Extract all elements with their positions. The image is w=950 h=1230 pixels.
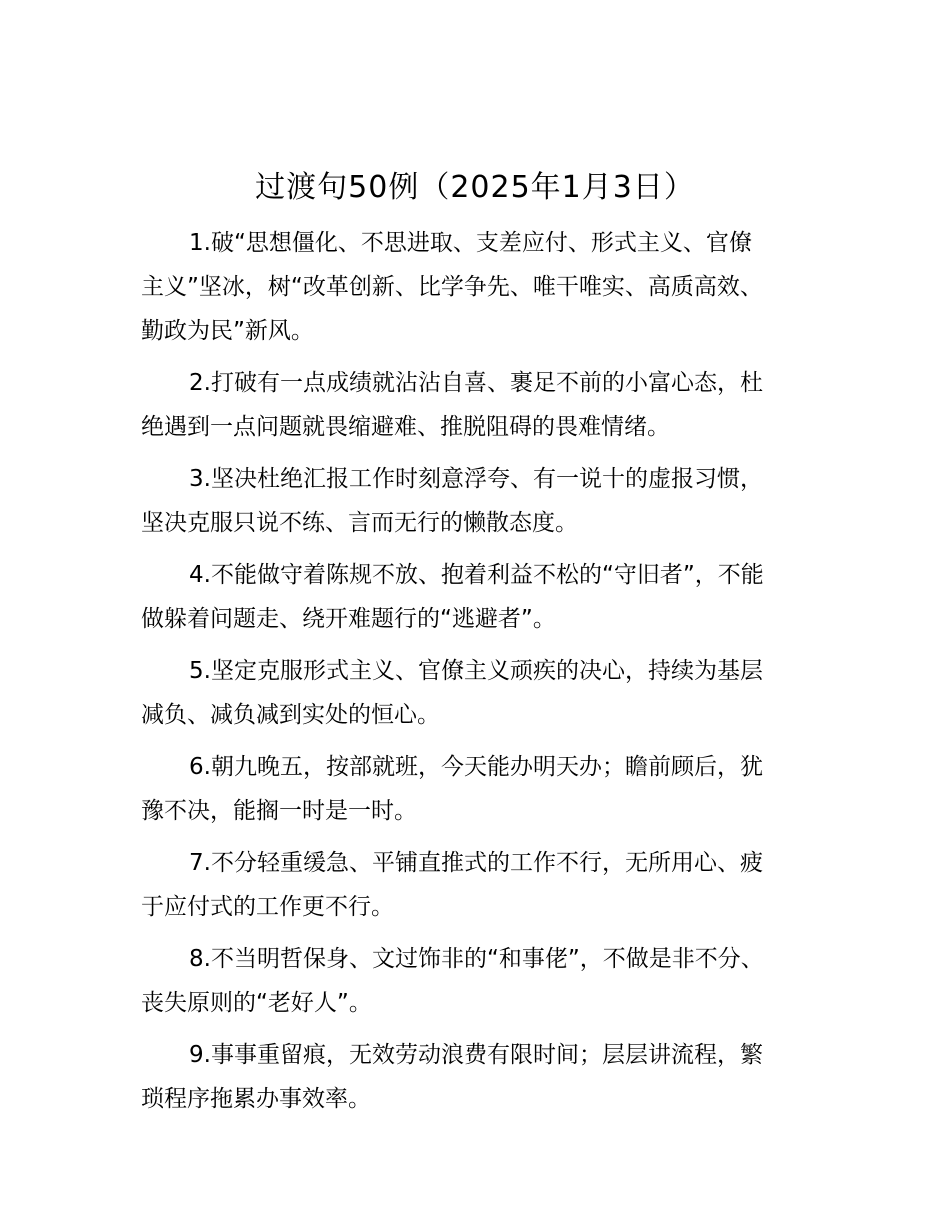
paragraph-line: 豫不决，能搁一时是一时。	[141, 798, 417, 824]
paragraph-line: 琐程序拖累办事效率。	[141, 1086, 371, 1112]
paragraph-6	[141, 745, 821, 833]
paragraph-3	[141, 457, 821, 545]
paragraph-line: 主义”坚冰，树“改革创新、比学争先、唯干唯实、高质高效、	[141, 274, 763, 300]
paragraph-line: 丧失原则的“老好人”。	[141, 990, 372, 1016]
paragraph-line: 减负、减负减到实处的恒心。	[141, 702, 440, 728]
paragraph-line: 8.不当明哲保身、文过饰非的“和事佬”，不做是非不分、	[189, 946, 764, 972]
paragraph-4	[141, 553, 821, 641]
paragraph-8	[141, 937, 821, 1025]
paragraph-line: 于应付式的工作更不行。	[141, 894, 394, 920]
paragraph-line: 7.不分轻重缓急、平铺直推式的工作不行，无所用心、疲	[189, 850, 763, 876]
paragraph-line: 坚决克服只说不练、言而无行的懒散态度。	[141, 510, 578, 536]
paragraph-5	[141, 649, 821, 737]
paragraph-line: 4.不能做守着陈规不放、抱着利益不松的“守旧者”，不能	[189, 562, 764, 588]
paragraph-line: 5.坚定克服形式主义、官僚主义顽疾的决心，持续为基层	[189, 658, 763, 684]
paragraph-7	[141, 841, 821, 929]
paragraph-1	[141, 221, 821, 353]
paragraph-2	[141, 361, 821, 449]
paragraph-9	[141, 1033, 821, 1121]
paragraph-line: 3.坚决杜绝汇报工作时刻意浮夸、有一说十的虚报习惯，	[189, 466, 763, 492]
paragraph-line: 做躲着问题走、绕开难题行的“逃避者”。	[141, 606, 556, 632]
paragraph-line: 1.破“思想僵化、不思进取、支差应付、形式主义、官僚	[189, 230, 752, 256]
paragraph-line: 2.打破有一点成绩就沾沾自喜、裹足不前的小富心态，杜	[189, 370, 763, 396]
paragraph-line: 6.朝九晚五，按部就班，今天能办明天办；瞻前顾后，犹	[189, 754, 763, 780]
paragraph-line: 9.事事重留痕，无效劳动浪费有限时间；层层讲流程，繁	[189, 1042, 763, 1068]
document-title: 过渡句50例（2025年1月3日）	[255, 170, 695, 205]
paragraph-line: 勤政为民”新风。	[141, 318, 314, 344]
paragraph-line: 绝遇到一点问题就畏缩避难、推脱阻碍的畏难情绪。	[141, 414, 670, 440]
